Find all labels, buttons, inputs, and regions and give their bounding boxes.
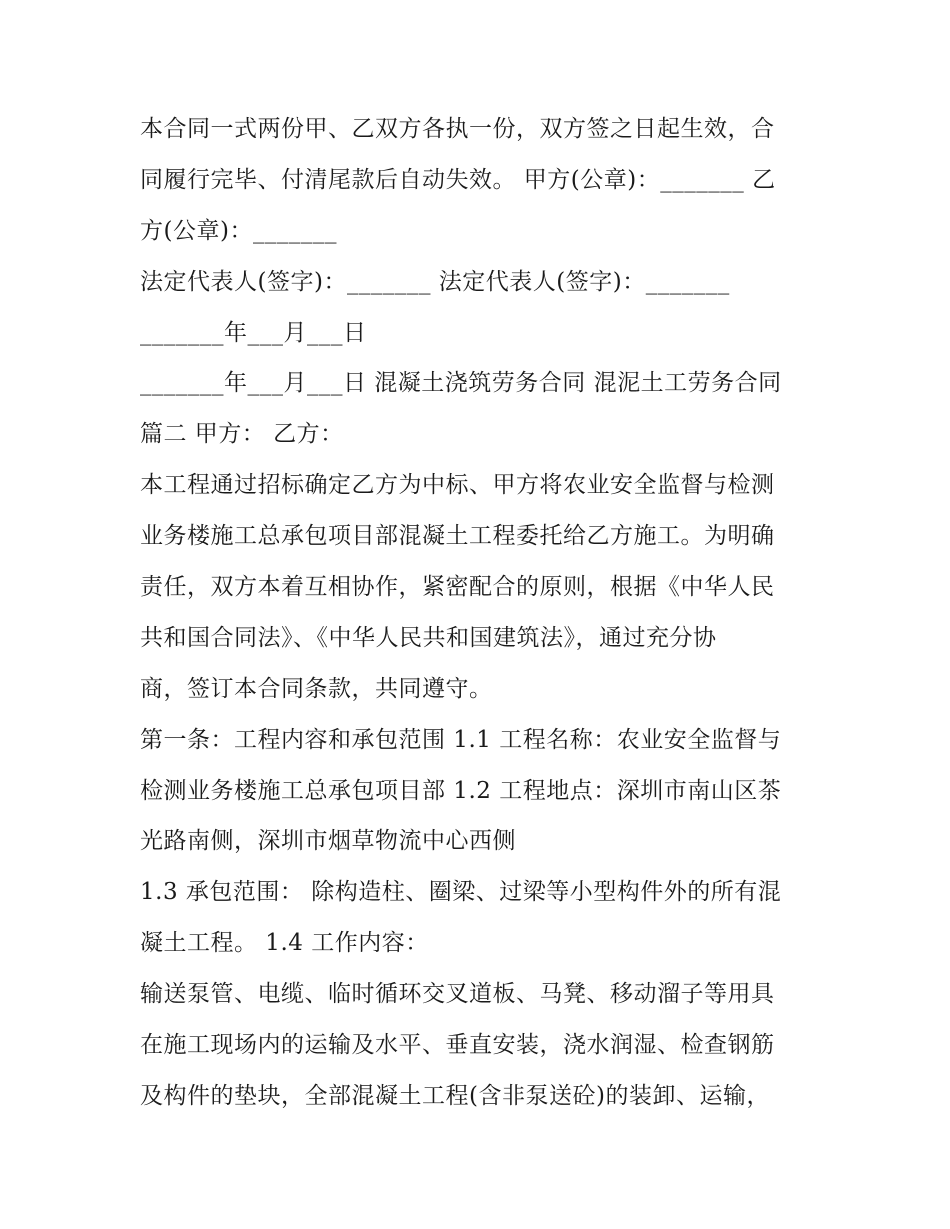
text-line: 法定代表人(签字)：_______ 法定代表人(签字)：_______ — [140, 268, 730, 295]
text-line: 本合同一式两份甲、乙双方各执一份，双方签之日起生效，合 — [140, 116, 775, 142]
text-line: 在施工现场内的运输及水平、垂直安装，浇水润湿、检查钢筋 — [140, 1032, 775, 1059]
text-line: 第一条：工程内容和承包范围 1.1 工程名称：农业安全监督与 — [140, 726, 782, 753]
text-line: 光路南侧，深圳市烟草物流中心西侧 — [140, 828, 516, 855]
contract-body-text — [140, 104, 820, 1122]
section-heading: 篇二 甲方： 乙方： — [140, 421, 344, 448]
text-line: 共和国合同法》、《中华人民共和国建筑法》，通过充分协 — [140, 624, 717, 651]
text-line: 1.3 承包范围： 除构造柱、圈梁、过梁等小型构件外的所有混 — [140, 879, 782, 906]
text-line: 检测业务楼施工总承包项目部 1.2 工程地点：深圳市南山区茶 — [140, 777, 782, 804]
text-line: 输送泵管、电缆、临时循环交叉道板、马凳、移动溜子等用具 — [140, 981, 775, 1008]
text-line: 同履行完毕、付清尾款后自动失效。 甲方(公章)：_______ 乙 — [140, 166, 776, 193]
text-line: 凝土工程。 1.4 工作内容： — [140, 930, 429, 957]
text-line: 商，签订本合同条款，共同遵守。 — [140, 675, 493, 702]
text-line: 责任，双方本着互相协作，紧密配合的原则，根据《中华人民 — [140, 574, 775, 601]
text-line: 方(公章)：_______ — [140, 217, 337, 244]
text-line: 本工程通过招标确定乙方为中标、甲方将农业安全监督与检测 — [140, 472, 775, 499]
text-line: _______年___月___日 — [140, 319, 367, 346]
text-line: _______年___月___日 混凝土浇筑劳务合同 混泥土工劳务合同 — [140, 370, 782, 397]
text-line: 及构件的垫块，全部混凝土工程(含非泵送砼)的装卸、运输， — [140, 1082, 770, 1109]
text-line: 业务楼施工总承包项目部混凝土工程委托给乙方施工。为明确 — [140, 523, 775, 550]
